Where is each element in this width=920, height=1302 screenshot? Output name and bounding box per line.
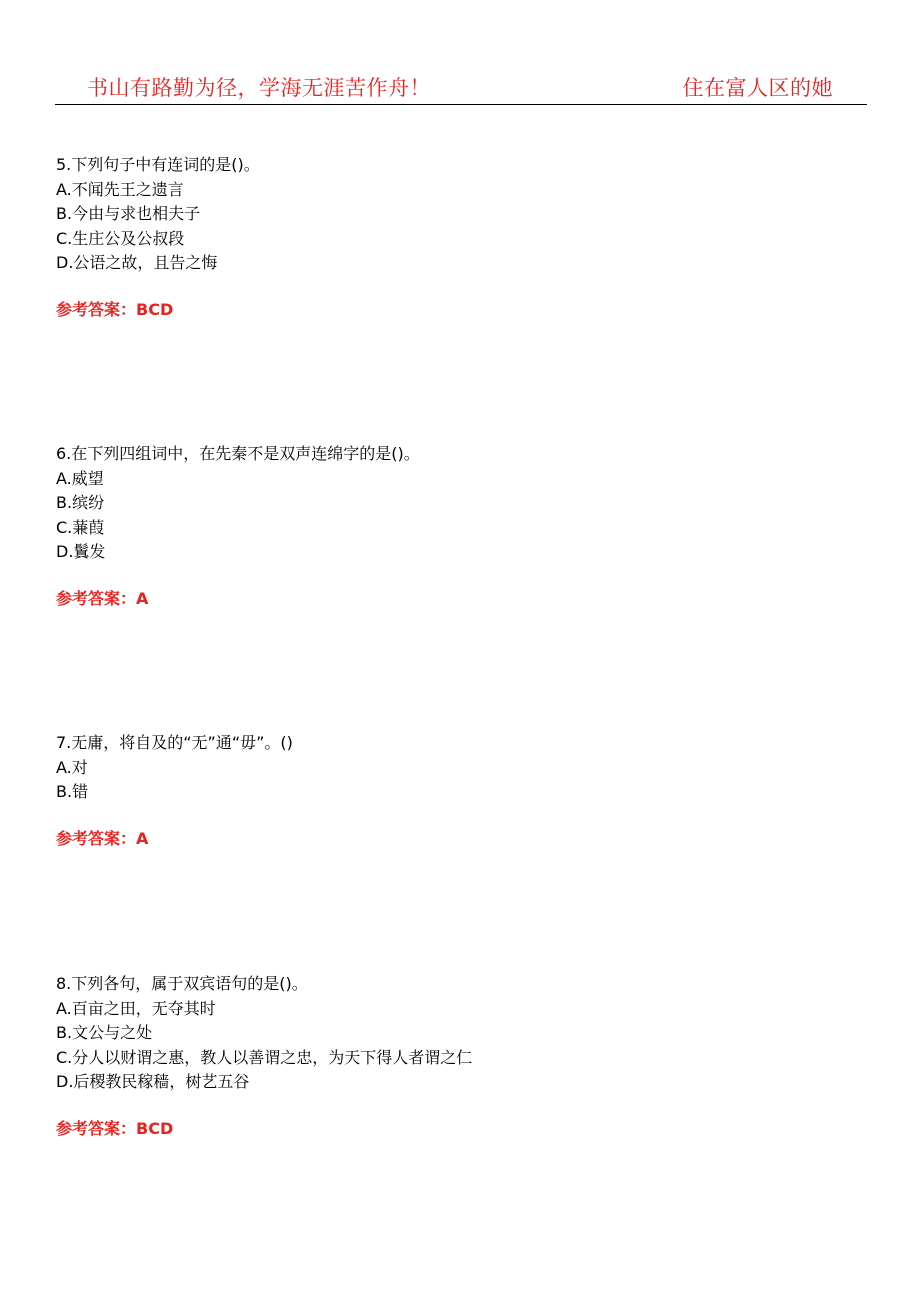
answer-key: 参考答案：A	[56, 588, 149, 608]
answer-key: 参考答案：BCD	[56, 299, 174, 319]
option-a: A.不闻先王之遗言	[56, 179, 184, 199]
question-stem: 8.下列各句，属于双宾语句的是()。	[56, 974, 308, 993]
question-stem: 7.无庸，将自及的“无”通“毋”。()	[56, 733, 293, 752]
answer-key: 参考答案：A	[56, 828, 149, 848]
header-author: 住在富人区的她	[682, 76, 833, 100]
option-d: D.公语之故，且告之悔	[56, 253, 218, 272]
option-c: C.蒹葭	[56, 517, 105, 537]
option-d: D.鬒发	[56, 542, 106, 561]
question-stem: 5.下列句子中有连词的是()。	[56, 155, 260, 174]
option-d: D.后稷教民稼穑，树艺五谷	[56, 1072, 250, 1091]
answer-key: 参考答案：BCD	[56, 1118, 174, 1138]
option-c: C.分人以财谓之惠，教人以善谓之忠，为天下得人者谓之仁	[56, 1047, 473, 1067]
question-7	[56, 731, 856, 851]
option-b: B.错	[56, 782, 89, 801]
question-8	[56, 972, 856, 1141]
header-slogan: 书山有路勤为径，学海无涯苦作舟！	[87, 76, 431, 100]
question-stem: 6.在下列四组词中，在先秦不是双声连绵字的是()。	[56, 444, 420, 463]
option-a: A.对	[56, 757, 88, 777]
page-header	[55, 70, 867, 105]
question-6	[56, 442, 856, 611]
question-5	[56, 153, 856, 322]
option-a: A.百亩之田，无夺其时	[56, 998, 216, 1018]
option-b: B.文公与之处	[56, 1023, 153, 1042]
option-c: C.生庄公及公叔段	[56, 228, 185, 248]
option-b: B.今由与求也相夫子	[56, 204, 201, 223]
option-b: B.缤纷	[56, 493, 105, 512]
option-a: A.威望	[56, 468, 104, 488]
